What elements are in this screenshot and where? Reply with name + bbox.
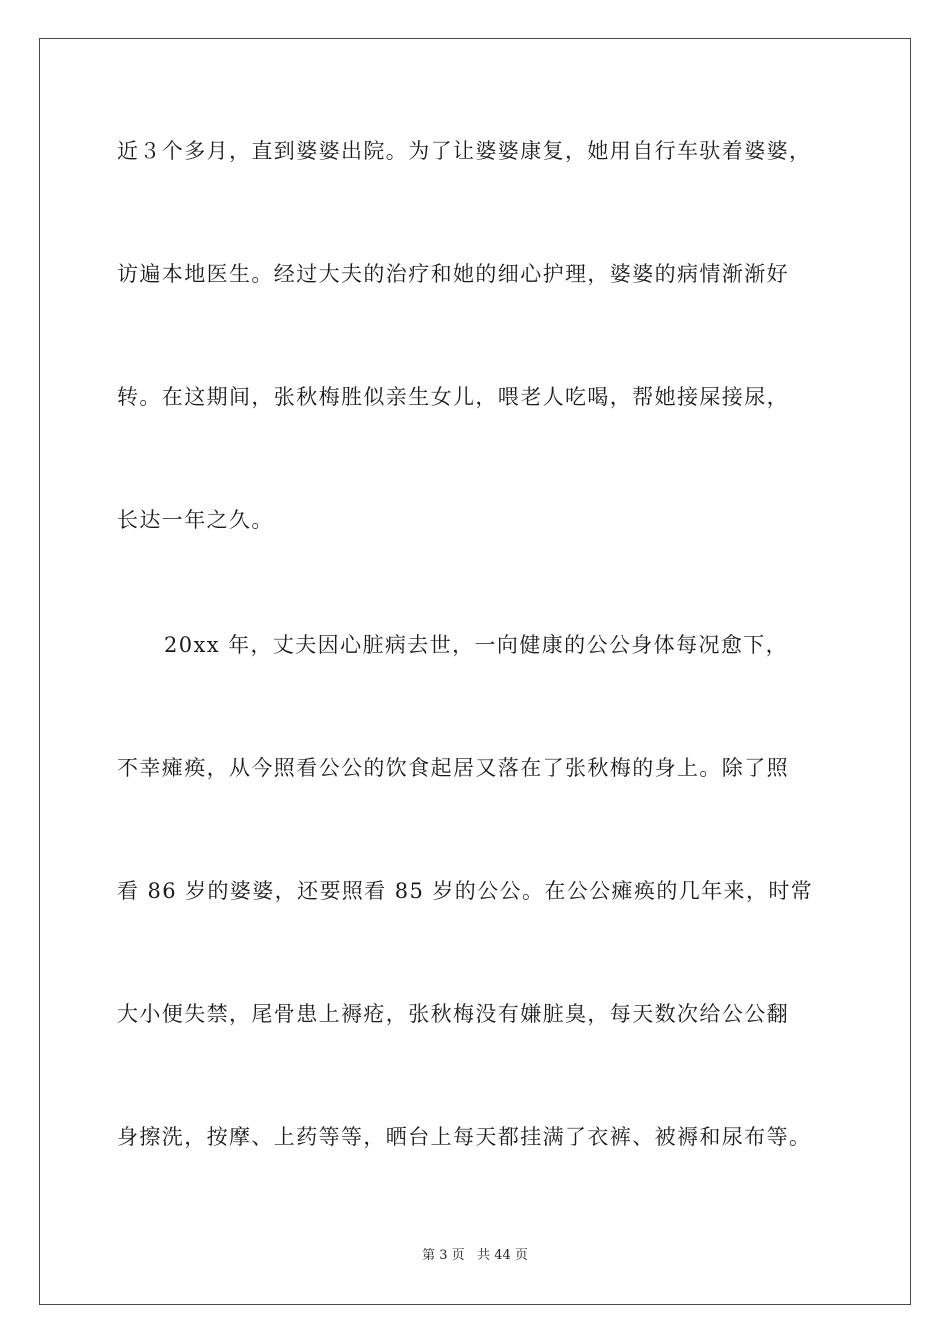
text-line: 身擦洗，按摩、上药等等，晒台上每天都挂满了衣裤、被褥和尿布等。: [117, 1125, 812, 1149]
text-line: 近３个多月，直到婆婆出院。为了让婆婆康复，她用自行车驮着婆婆，: [117, 139, 812, 163]
text-line: 大小便失禁，尾骨患上褥疮，张秋梅没有嫌脏臭，每天数次给公公翻: [117, 1002, 789, 1026]
text-line: 长达一年之久。: [117, 508, 274, 532]
page-number-footer: 第 3 页 共 44 页: [422, 1248, 528, 1263]
text-line-paragraph-start: 20xx 年，丈夫因心脏病去世，一向健康的公公身体每况愈下，: [164, 633, 789, 657]
page-border: [39, 38, 911, 1305]
text-line: 访遍本地医生。经过大夫的治疗和她的细心护理，婆婆的病情渐渐好: [117, 262, 789, 286]
text-line: 看 86 岁的婆婆，还要照看 85 岁的公公。在公公瘫痪的几年来，时常: [117, 879, 814, 903]
text-line: 转。在这期间，张秋梅胜似亲生女儿，喂老人吃喝，帮她接屎接尿，: [117, 385, 789, 409]
text-line: 不幸瘫痪，从今照看公公的饮食起居又落在了张秋梅的身上。除了照: [117, 756, 789, 780]
